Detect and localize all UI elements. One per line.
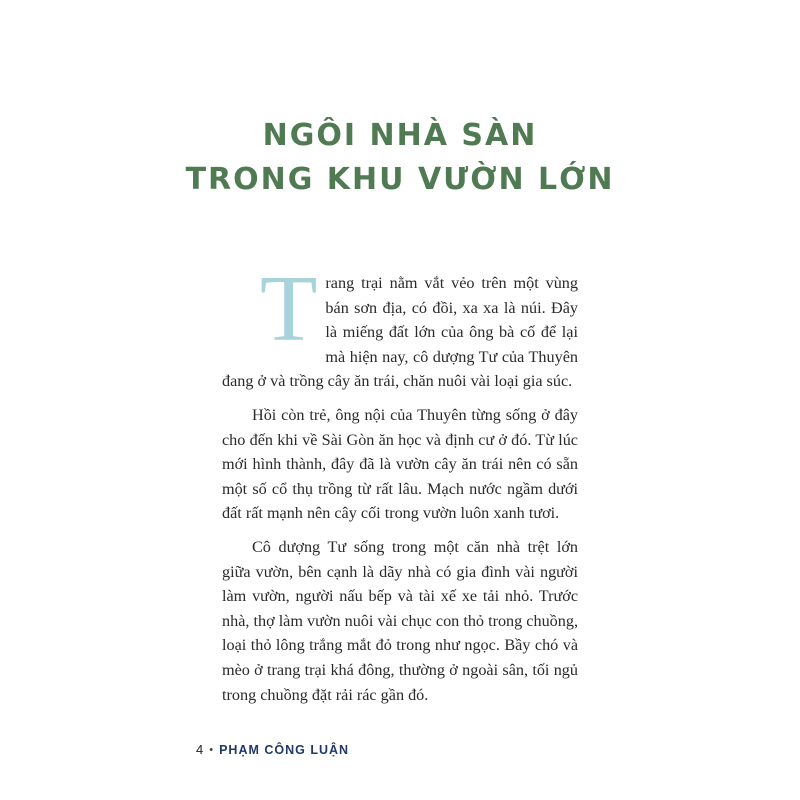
paragraph-3: Cô dượng Tư sống trong một căn nhà trệt lớn giữa vườn, bên cạnh là dãy nhà có gia đình vài người làm vườn, người nấu bếp và tài xế xe tải nhỏ. Trước nhà, thợ làm vườn nuôi vài chục con thỏ trong chuồng, loại thỏ lông trắng mắt đỏ trong như ngọc. Bầy chó và mèo ở trang trại khá đông, thường ở ngoài sân, tối ngủ trong chuồng đặt rải rác gần đó. — [222, 537, 578, 704]
chapter-title — [0, 114, 800, 202]
chapter-title-line-2: TRONG KHU VƯỜN LỚN — [185, 162, 615, 197]
chapter-body — [222, 257, 578, 716]
page-number: 4 — [196, 742, 204, 757]
paragraph-2: Hồi còn trẻ, ông nội của Thuyên từng sống ở đây cho đến khi về Sài Gòn ăn học và định cư ở đó. Từ lúc mới hình thành, đây đã là vườn cây ăn trái nên có sẵn một số cổ thụ trồng từ rất lâu. Mạch nước ngầm dưới đất rất mạnh nên cây cối trong vườn luôn xanh tươi. — [222, 405, 578, 523]
drop-cap: T — [260, 257, 318, 361]
paragraph-1-text: rang trại nằm vắt vẻo trên một vùng bán sơn địa, có đồi, xa xa là núi. Đây là miếng đất lớn của ông bà cố để lại mà hiện nay, cô dượng Tư của Thuyên đang ở và trồng cây ăn trái, chăn nuôi vài loại gia súc. — [222, 274, 578, 391]
footer-bullet: • — [209, 743, 214, 756]
paragraph-1 — [222, 257, 578, 394]
author-name: PHẠM CÔNG LUẬN — [219, 742, 350, 757]
chapter-title-line-1: NGÔI NHÀ SÀN — [262, 118, 538, 153]
page-footer — [196, 742, 349, 757]
